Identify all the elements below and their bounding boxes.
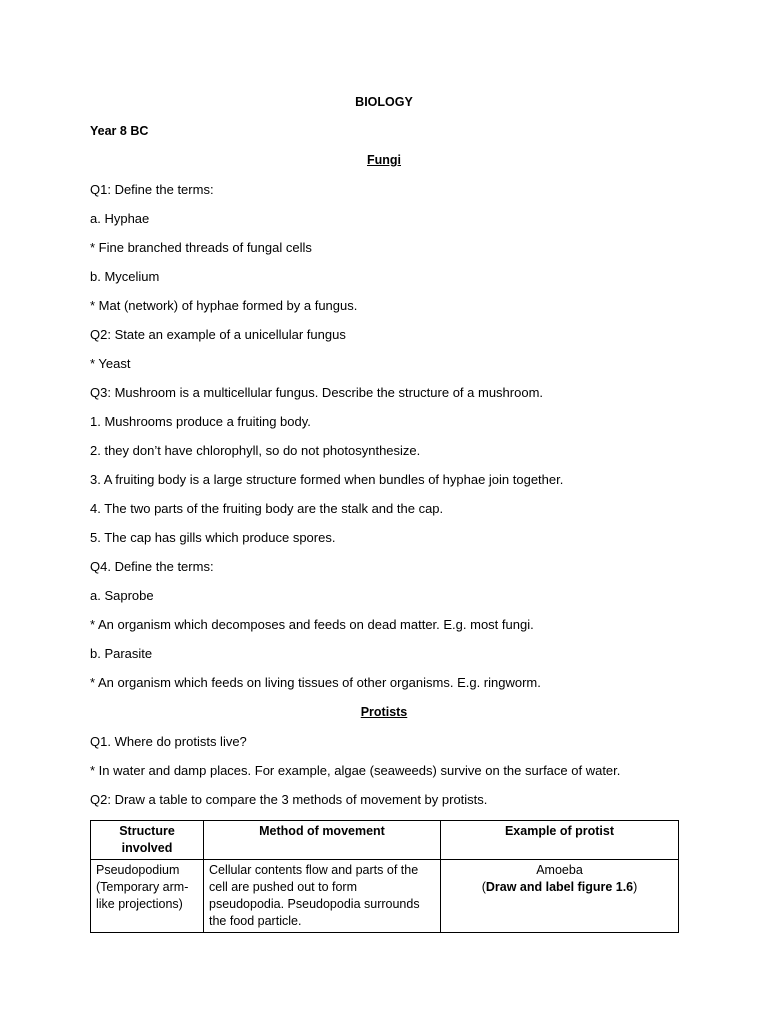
table-header-example: Example of protist [441, 821, 679, 860]
fungi-line: * Yeast [90, 356, 131, 371]
document-title: BIOLOGY [355, 95, 413, 109]
class-label: Year 8 BC [90, 124, 149, 138]
table-cell-example [441, 860, 679, 933]
table-row [91, 860, 679, 933]
fungi-line: 1. Mushrooms produce a fruiting body. [90, 414, 311, 429]
fungi-line: a. Saprobe [90, 588, 154, 603]
protist-example-name: Amoeba [536, 863, 583, 877]
fungi-line: Q4. Define the terms: [90, 559, 214, 574]
protists-line: * In water and damp places. For example, algae (seaweeds) survive on the surface of water. [90, 763, 621, 778]
table-header-method: Method of movement [204, 821, 441, 860]
fungi-line: Q1: Define the terms: [90, 182, 214, 197]
table-header-structure: Structure involved [91, 821, 204, 860]
protists-line: Q2: Draw a table to compare the 3 methods of movement by protists. [90, 792, 488, 807]
fungi-line: * An organism which feeds on living tissues of other organisms. E.g. ringworm. [90, 675, 541, 690]
protist-movement-table [90, 820, 679, 933]
fungi-line: b. Mycelium [90, 269, 160, 284]
fungi-line: * Fine branched threads of fungal cells [90, 240, 312, 255]
table-cell-structure: Pseudopodium (Temporary arm-like projections) [91, 860, 204, 933]
fungi-line: 4. The two parts of the fruiting body are the stalk and the cap. [90, 501, 444, 516]
fungi-line: Q3: Mushroom is a multicellular fungus. Describe the structure of a mushroom. [90, 385, 544, 400]
fungi-line: 5. The cap has gills which produce spores. [90, 530, 336, 545]
protists-line: Q1. Where do protists live? [90, 734, 247, 749]
fungi-line: * An organism which decomposes and feeds on dead matter. E.g. most fungi. [90, 617, 534, 632]
protists-heading: Protists [360, 705, 408, 719]
fungi-heading: Fungi [366, 153, 401, 167]
instruction-close-paren: ) [633, 880, 638, 894]
fungi-line: b. Parasite [90, 646, 153, 661]
fungi-line: a. Hyphae [90, 211, 150, 226]
fungi-line: 2. they don’t have chlorophyll, so do not photosynthesize. [90, 443, 421, 458]
fungi-line: 3. A fruiting body is a large structure formed when bundles of hyphae join together. [90, 472, 564, 487]
fungi-line: Q2: State an example of a unicellular fungus [90, 327, 346, 342]
drawing-instruction [446, 879, 673, 896]
table-header-row [91, 821, 679, 860]
instruction-text: Draw and label figure 1.6 [485, 880, 634, 894]
instruction-open-paren: ( [481, 880, 486, 894]
table-cell-method: Cellular contents flow and parts of the cell are pushed out to form pseudopodia. Pseudopodia surrounds the food particle. [204, 860, 441, 933]
fungi-line: * Mat (network) of hyphae formed by a fungus. [90, 298, 358, 313]
